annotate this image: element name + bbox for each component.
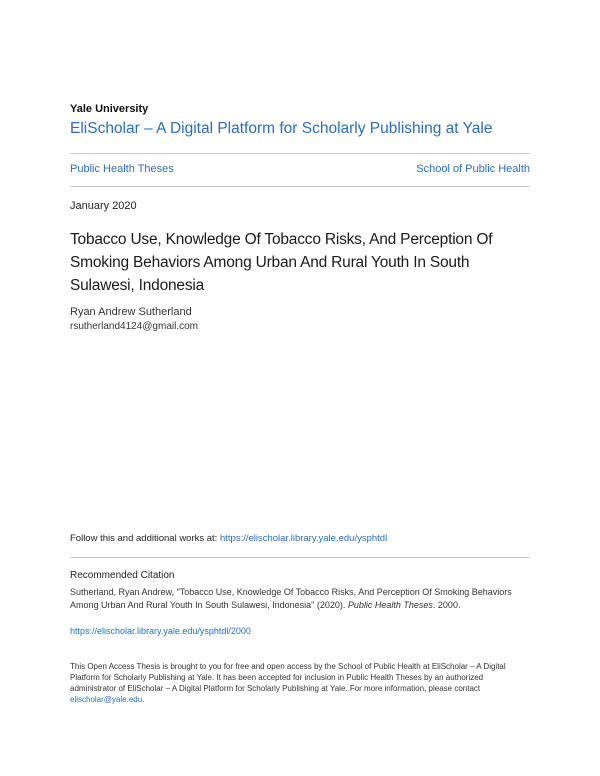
school-link[interactable]: School of Public Health — [416, 163, 530, 175]
university-name: Yale University — [70, 103, 149, 115]
contact-email-link[interactable]: elischolar@yale.edu — [70, 695, 143, 704]
publication-date: January 2020 — [70, 200, 137, 212]
citation-series: Public Health Theses — [347, 600, 433, 610]
citation-link[interactable]: https://elischolar.library.yale.edu/ysphtdl/2000 — [70, 626, 251, 636]
open-access-text: This Open Access Thesis is brought to you for free and open access by the School of Public Health at EliScholar – A Digital Platform for Scholarly Publishing at Yale. It has been accepted for inclusion in Public Health Theses by an authorized administrator of EliScholar – A Digital Platform for Scholarly Publishing at Yale. For more information, please contact — [70, 662, 506, 693]
divider-top — [70, 153, 530, 154]
divider-citation — [70, 557, 530, 558]
citation-number: . 2000. — [432, 600, 461, 610]
citation-heading: Recommended Citation — [70, 570, 175, 581]
series-link[interactable]: Public Health Theses — [70, 163, 174, 175]
author-name: Ryan Andrew Sutherland — [70, 306, 192, 318]
citation-body: Sutherland, Ryan Andrew, "Tobacco Use, Knowledge Of Tobacco Risks, And Perception Of Smoking Behaviors Among Urban And Rural Youth In South Sulawesi, Indonesia" (2020). — [70, 587, 512, 610]
follow-line — [70, 533, 387, 544]
open-access-notice — [70, 661, 530, 705]
follow-link[interactable]: https://elischolar.library.yale.edu/ysphtdl — [219, 533, 388, 544]
follow-text: Follow this and additional works at: — [70, 533, 220, 544]
divider-nav — [70, 186, 530, 187]
platform-link[interactable]: EliScholar – A Digital Platform for Scholarly Publishing at Yale — [70, 120, 493, 137]
author-email: rsutherland4124@gmail.com — [70, 321, 198, 332]
citation-text — [70, 586, 530, 612]
open-access-end: . — [142, 695, 145, 704]
thesis-title: Tobacco Use, Knowledge Of Tobacco Risks, And Perception Of Smoking Behaviors Among Urban And Rural Youth In South Sulawesi, Indonesia — [70, 231, 493, 294]
